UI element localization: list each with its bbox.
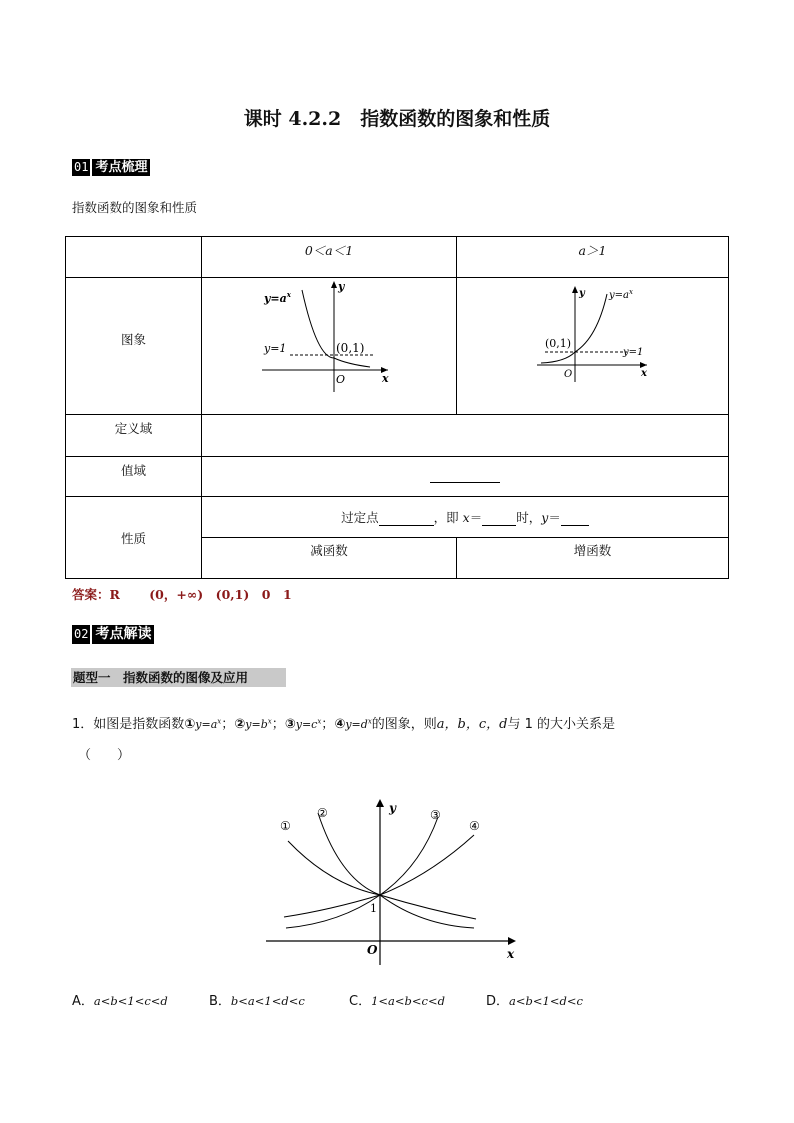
curve-2-label: ② (317, 806, 328, 820)
graph-decreasing (202, 278, 456, 414)
graph-decreasing-cell (202, 278, 457, 415)
intro-text: 指数函数的图象和性质 (72, 200, 198, 215)
section-label: 考点梳理 (92, 159, 150, 176)
y-equals-1-label: y=1 (264, 342, 287, 355)
corner-cell (66, 237, 202, 278)
x-axis-label: x (641, 368, 647, 379)
x-axis-arrow (508, 937, 516, 945)
option-a[interactable]: A．a<b<1<c<d (72, 994, 168, 1009)
row-label-range: 值域 (66, 457, 202, 497)
answer-parentheses: （ ） (78, 748, 131, 763)
y-axis-label: y (338, 280, 345, 293)
section-label: 考点解读 (92, 625, 154, 644)
section-number: 02 (72, 625, 90, 644)
curve-4 (284, 835, 474, 917)
answer-options (72, 990, 692, 1009)
x-axis-label: x (382, 372, 389, 385)
row-label-props: 性质 (66, 497, 202, 579)
row-label-domain: 定义域 (66, 415, 202, 457)
section-tag-1 (72, 159, 150, 176)
option-b[interactable]: B．b<a<1<d<c (209, 994, 305, 1009)
range-blank (430, 468, 500, 483)
row-label-graph: 图象 (66, 278, 202, 415)
table-row-domain (66, 415, 729, 457)
section-tag-2 (72, 625, 154, 644)
y-value-blank (561, 510, 589, 526)
exponential-curves-figure (260, 795, 520, 970)
answer-line: 答案：R (0，+∞) (0,1) 0 1 (72, 587, 292, 602)
question-1: 1．如图是指数函数$①y=a^x$；$②y=b^x$；$③y=c^x$；$④y=d^x$的图象，则a，b，c，d与 1 的大小关系是 (72, 717, 616, 732)
properties-table (65, 236, 729, 579)
table-row-graph (66, 278, 729, 415)
fixed-point-blank (379, 510, 434, 526)
section-number: 01 (74, 160, 89, 174)
x-value-blank (482, 510, 516, 526)
point-label: (0,1) (336, 341, 365, 355)
range-value (202, 457, 729, 497)
curve-label: $y=a^x$ (264, 290, 291, 305)
curve-label: $y=a^x$ (609, 288, 633, 301)
increasing-curve (541, 294, 607, 363)
question-type-bar: 题型一 指数函数的图像及应用 (71, 668, 286, 687)
graph-increasing-cell (457, 278, 729, 415)
x-axis-label: x (507, 947, 515, 961)
header-a-greater-1: a＞1 (457, 237, 729, 278)
y-axis-label: y (389, 801, 396, 815)
domain-value (202, 415, 729, 457)
y-axis-arrow (331, 281, 337, 288)
y-axis-arrow (572, 286, 578, 293)
origin-label: O (367, 943, 378, 957)
y-axis-arrow (376, 799, 384, 807)
curve-1 (288, 841, 476, 919)
header-a-less-1: 0＜a＜1 (202, 237, 457, 278)
curve-1-label: ① (280, 819, 291, 833)
decreasing-label: 减函数 (202, 538, 457, 579)
y-axis-label: y (579, 288, 585, 299)
y-equals-1-label: y=1 (623, 347, 644, 358)
page-title: 课时 4.2.2 指数函数的图象和性质 (243, 108, 551, 130)
curve-4-label: ④ (469, 819, 480, 833)
table-row-props-1 (66, 497, 729, 538)
origin-label: O (564, 369, 573, 380)
option-d[interactable]: D．a<b<1<d<c (486, 994, 583, 1009)
graph-increasing (457, 278, 728, 414)
answer-items: R (0，+∞) (0,1) 0 1 (109, 587, 292, 602)
origin-label: O (336, 373, 346, 386)
fixed-point-cell: 过定点 ，即 x＝ 时，y＝ (202, 497, 729, 538)
option-c[interactable]: C．1<a<b<c<d (349, 994, 445, 1009)
curve-2 (318, 813, 474, 928)
curve-3 (286, 817, 438, 928)
one-label: 1 (370, 902, 377, 915)
point-label: (0,1) (545, 337, 572, 350)
curve-3-label: ③ (430, 808, 441, 822)
table-header-row (66, 237, 729, 278)
table-row-range (66, 457, 729, 497)
increasing-label: 增函数 (457, 538, 729, 579)
